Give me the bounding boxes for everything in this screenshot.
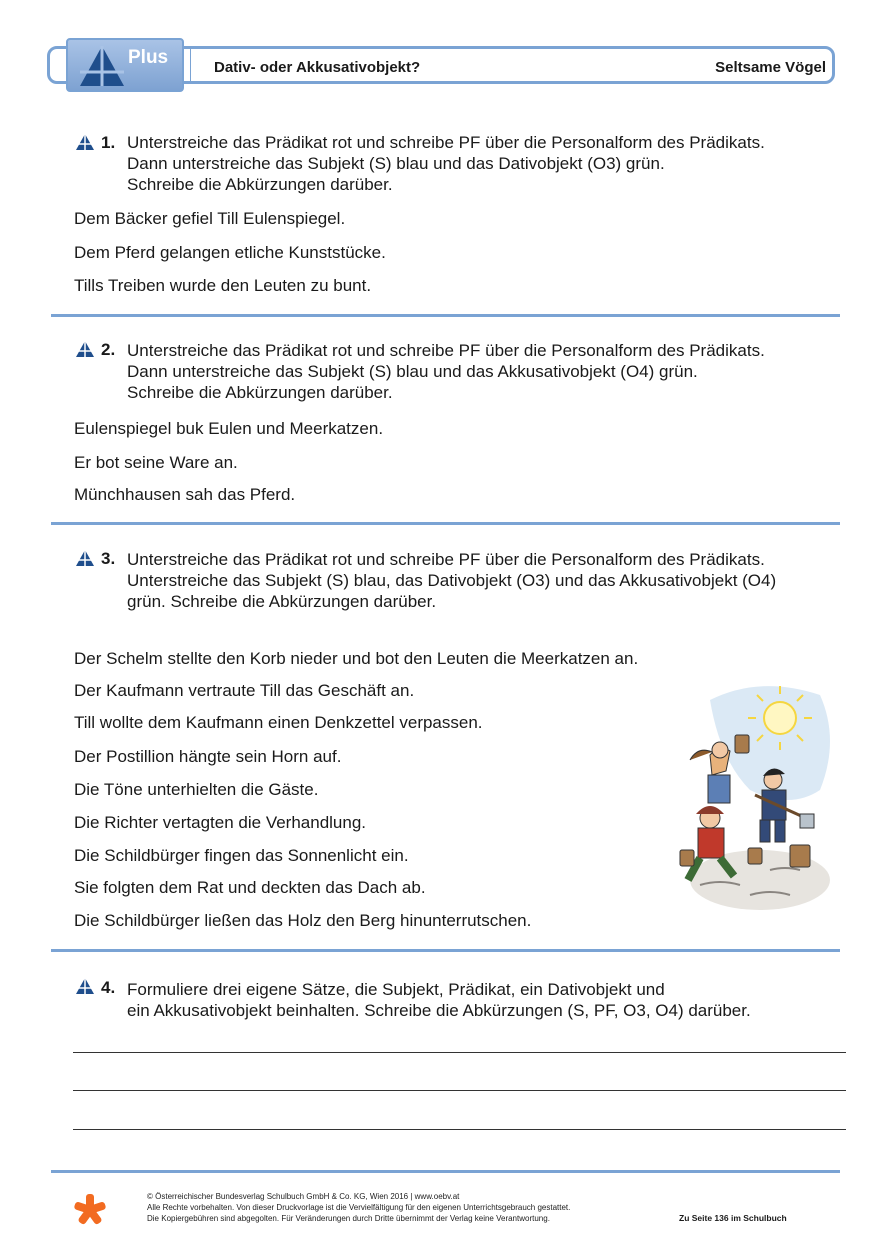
task-instruction-line: Unterstreiche das Prädikat rot und schreibe PF über die Personalform des Prädikats. [127, 133, 765, 152]
copyright-line: Die Kopiergebühren sind abgegolten. Für Veränderungen durch Dritte übernimmt der Verlag keine Verantwortung. [147, 1214, 550, 1223]
task-triangle-icon [75, 549, 95, 567]
section-divider [51, 949, 840, 952]
answer-line[interactable] [73, 1129, 846, 1130]
task-triangle-icon [75, 340, 95, 358]
task-number: 4. [101, 978, 116, 997]
copyright-line: © Österreichischer Bundesverlag Schulbuch GmbH & Co. KG, Wien 2016 | www.oebv.at [147, 1192, 460, 1201]
triangle-logo-icon [76, 44, 128, 88]
page-title: Dativ- oder Akkusativobjekt? [214, 59, 421, 76]
task-instruction-line: Unterstreiche das Prädikat rot und schreibe PF über die Personalform des Prädikats. [127, 550, 765, 569]
answer-line[interactable] [73, 1090, 846, 1091]
task-number: 3. [101, 549, 116, 568]
plus-logo [66, 38, 184, 92]
task-instruction-line: Dann unterstreiche das Subjekt (S) blau und das Dativobjekt (O3) grün. [127, 154, 665, 173]
task-instruction-line: Schreibe die Abkürzungen darüber. [127, 383, 393, 402]
exercise-sentence: Dem Bäcker gefiel Till Eulenspiegel. [74, 209, 346, 228]
task-instruction-line: Unterstreiche das Subjekt (S) blau, das Dativobjekt (O3) und das Akkusativobjekt (O4) [127, 571, 777, 590]
section-divider [51, 522, 840, 525]
task-instruction-line: Formuliere drei eigene Sätze, die Subjekt, Prädikat, ein Dativobjekt und [127, 980, 665, 999]
exercise-sentence: Der Schelm stellte den Korb nieder und bot den Leuten die Meerkatzen an. [74, 649, 639, 668]
schildbuerger-illustration [670, 680, 835, 920]
exercise-sentence: Die Schildbürger fingen das Sonnenlicht ein. [74, 846, 409, 865]
task-instruction-line: ein Akkusativobjekt beinhalten. Schreibe die Abkürzungen (S, PF, O3, O4) darüber. [127, 1001, 751, 1020]
exercise-sentence: Die Töne unterhielten die Gäste. [74, 780, 319, 799]
logo-text: Plus [128, 47, 169, 68]
exercise-sentence: Er bot seine Ware an. [74, 453, 238, 472]
exercise-sentence: Die Schildbürger ließen das Holz den Berg hinunterrutschen. [74, 911, 532, 930]
exercise-sentence: Dem Pferd gelangen etliche Kunststücke. [74, 243, 386, 262]
exercise-sentence: Der Kaufmann vertraute Till das Geschäft an. [74, 681, 415, 700]
exercise-sentence: Der Postillion hängte sein Horn auf. [74, 747, 342, 766]
task-instruction-line: Unterstreiche das Prädikat rot und schreibe PF über die Personalform des Prädikats. [127, 341, 765, 360]
exercise-sentence: Die Richter vertagten die Verhandlung. [74, 813, 367, 832]
copyright-line: Alle Rechte vorbehalten. Von dieser Druckvorlage ist die Vervielfältigung für den eigenen Unterrichtsgebrauch gestattet. [147, 1203, 571, 1212]
task-triangle-icon [75, 977, 95, 995]
answer-line[interactable] [73, 1052, 846, 1053]
header-separator [190, 49, 191, 81]
section-divider [51, 314, 840, 317]
exercise-sentence: Münchhausen sah das Pferd. [74, 485, 296, 504]
exercise-sentence: Eulenspiegel buk Eulen und Meerkatzen. [74, 419, 384, 438]
task-triangle-icon [75, 133, 95, 151]
task-instruction-line: Schreibe die Abkürzungen darüber. [127, 175, 393, 194]
schoolbook-reference: Zu Seite 136 im Schulbuch [679, 1213, 787, 1223]
chapter-title: Seltsame Vögel [715, 59, 826, 76]
exercise-sentence: Tills Treiben wurde den Leuten zu bunt. [74, 276, 372, 295]
exercise-sentence: Till wollte dem Kaufmann einen Denkzettel verpassen. [74, 713, 483, 732]
footer-divider [51, 1170, 840, 1173]
task-number: 1. [101, 133, 116, 152]
publisher-logo-icon [72, 1192, 108, 1228]
exercise-sentence: Sie folgten dem Rat und deckten das Dach ab. [74, 878, 426, 897]
task-instruction-line: grün. Schreibe die Abkürzungen darüber. [127, 592, 437, 611]
task-number: 2. [101, 340, 116, 359]
task-instruction-line: Dann unterstreiche das Subjekt (S) blau und das Akkusativobjekt (O4) grün. [127, 362, 698, 381]
